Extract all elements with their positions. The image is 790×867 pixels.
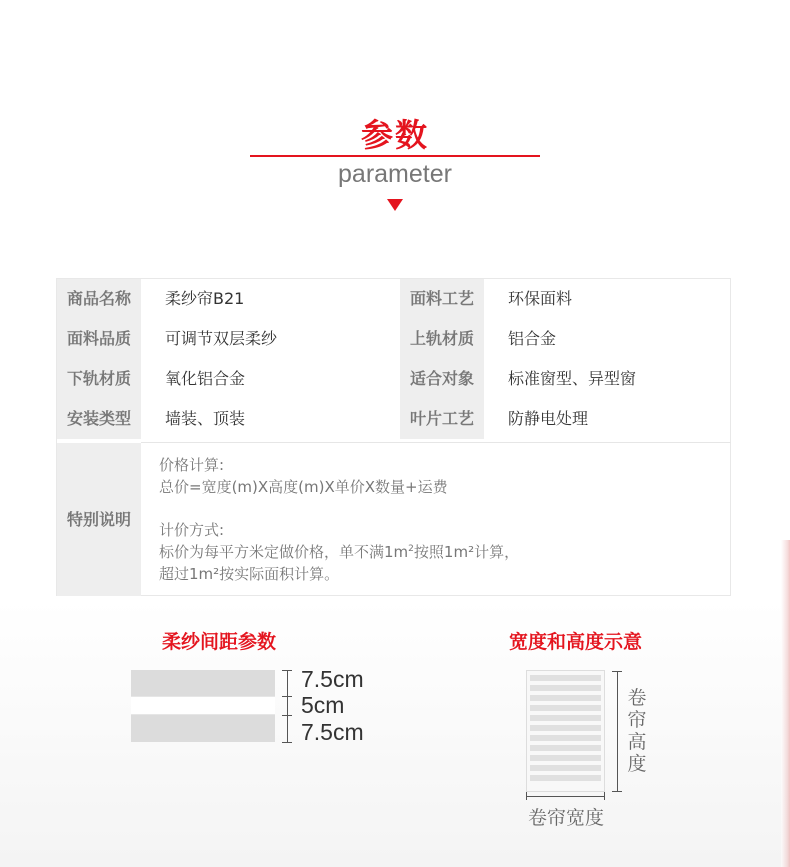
square-superscript: 2 [408,544,414,554]
value-top-rail: 铝合金 [508,329,557,348]
page-title: 参数 [360,116,429,154]
dim-line [287,715,288,742]
value-product-name: 柔纱帘B21 [165,289,245,308]
label-install-type: 安装类型 [57,399,141,439]
background-fade [0,600,790,867]
blind-slat [530,745,601,751]
parameter-table [56,278,731,596]
blind-slat [530,765,601,771]
width-dim-tick [604,792,605,800]
blind-slat [530,685,601,691]
blind-slat [530,705,601,711]
fabric-band-top [131,670,275,696]
blind-slat [530,715,601,721]
spacing-top-value: 7.5cm [301,666,364,692]
width-dim-line [526,796,605,797]
label-blade-process: 叶片工艺 [400,399,484,439]
height-label: 卷帘高度 [627,687,647,775]
blind-slat [530,775,601,781]
pricing-line-1-a: 标价为每平方米定做价格，单不满1m [159,543,409,561]
blind-slat [530,755,601,761]
sheer-band [131,696,275,715]
pricing-line-1 [159,541,519,563]
price-calc-formula: 总价=宽度(m)X高度(m)X单价X数量+运费 [159,478,448,496]
blind-illustration [526,670,605,792]
blind-slat [530,695,601,701]
decorative-edge [781,540,790,867]
page-subtitle: parameter [338,160,452,188]
pricing-line-2 [159,563,339,585]
height-dim-tick [612,791,622,792]
pricing-line-1-c: 计算， [474,543,520,561]
pricing-title: 计价方式: [159,521,225,539]
label-bottom-rail: 下轨材质 [57,359,141,399]
dim-tick [282,742,292,743]
height-dim-line [617,671,618,791]
value-fabric-process: 环保面料 [508,289,573,308]
label-top-rail: 上轨材质 [400,319,484,359]
down-triangle-icon [387,199,403,211]
pricing-line-1-b: 按照1m [413,543,469,561]
value-fabric-quality: 可调节双层柔纱 [165,329,278,348]
blind-slat [530,725,601,731]
width-label: 卷帘宽度 [527,807,604,829]
value-blade-process: 防静电处理 [508,409,589,428]
blind-slat [530,735,601,741]
fabric-band-bottom [131,715,275,742]
value-bottom-rail: 氧化铝合金 [165,369,246,388]
spacing-section-title: 柔纱间距参数 [162,631,277,653]
row-divider [141,442,731,443]
price-calc-title: 价格计算: [159,456,225,474]
dim-line [287,670,288,696]
pricing-line-2-a: 超过1m [159,565,214,583]
spacing-bottom-value: 7.5cm [301,719,364,745]
label-fabric-quality: 面料品质 [57,319,141,359]
square-symbol: ² [468,543,475,561]
size-section-title: 宽度和高度示意 [509,631,643,653]
square-symbol: ² [213,565,220,583]
label-suitable-for: 适合对象 [400,359,484,399]
label-product-name: 商品名称 [57,279,141,319]
pricing-line-2-b: 按实际面积计算。 [219,565,340,583]
spacing-middle-value: 5cm [301,692,345,718]
label-special-notes: 特别说明 [57,443,141,596]
dim-line [287,696,288,715]
title-underline [250,155,540,157]
value-install-type: 墙装、顶装 [165,409,246,428]
blind-slat [530,675,601,681]
label-fabric-process: 面料工艺 [400,279,484,319]
value-suitable-for: 标准窗型、异型窗 [508,369,637,388]
